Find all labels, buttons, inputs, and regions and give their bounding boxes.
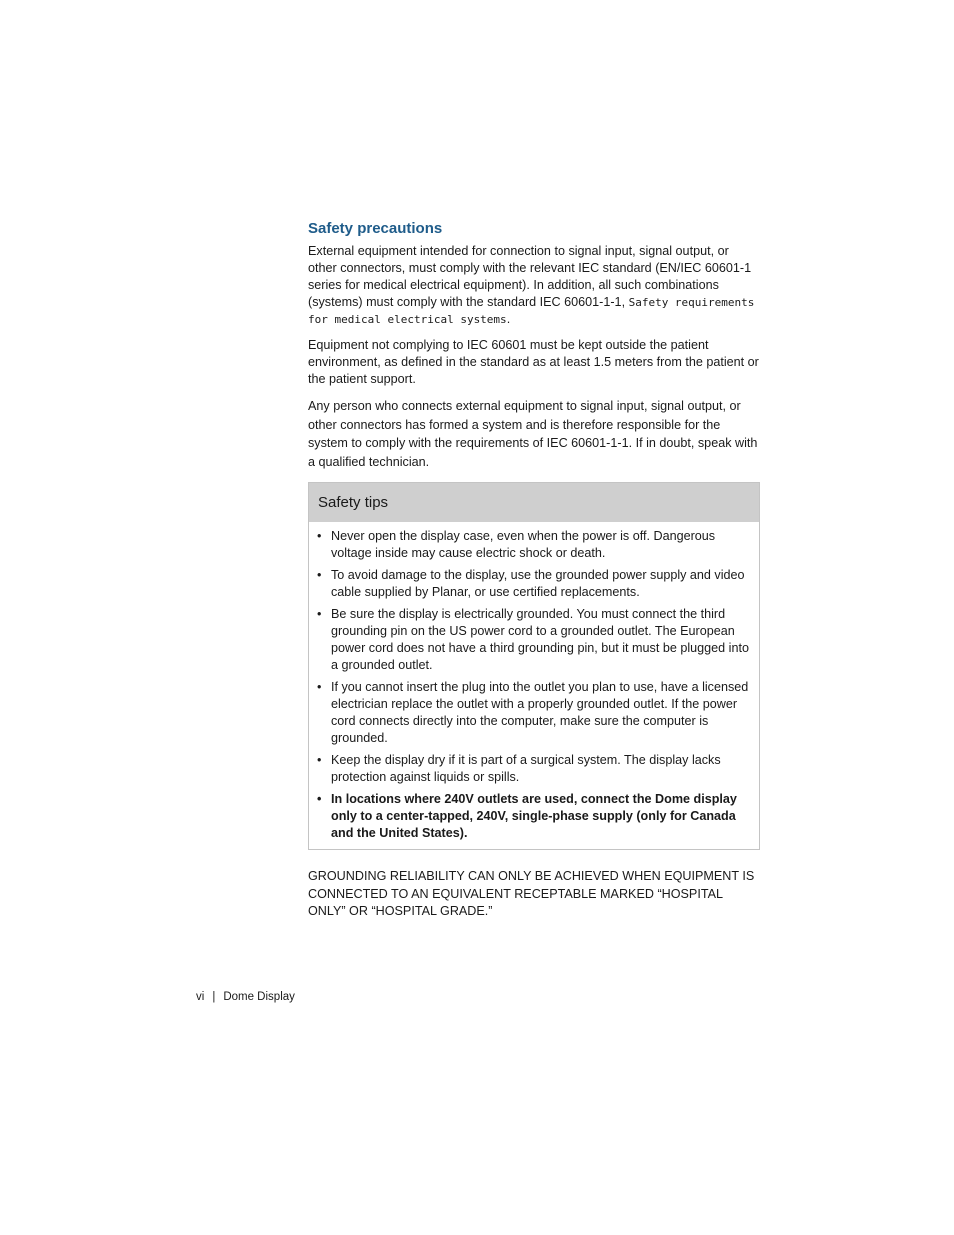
section-title: Safety precautions (308, 220, 443, 237)
paragraph-patient-environment: Equipment not complying to IEC 60601 must be kept outside the patient environment, as defined in the standard as at least 1.5 meters from the patient or the patient support. (308, 338, 759, 386)
footer-separator: | (212, 991, 216, 1003)
bullet-icon: • (317, 792, 322, 806)
safety-tips-list (309, 522, 759, 849)
bullet-icon: • (317, 568, 322, 582)
bullet-icon: • (317, 529, 322, 543)
bullet-icon: • (317, 680, 322, 694)
footer-doc-title: Dome Display (223, 991, 295, 1003)
paragraph-iec-compliance (308, 243, 760, 328)
list-item (309, 567, 759, 601)
list-item (309, 752, 759, 786)
list-item (309, 679, 759, 747)
list-item-text: Keep the display dry if it is part of a surgical system. The display lacks protection against liquids or spills. (331, 753, 721, 784)
paragraph-system-responsibility: Any person who connects external equipment to signal input, signal output, or other connectors has formed a system and is therefore responsible for the system to comply with the requirements of IEC 60601-1-1. If in doubt, speak with a qualified technician. (308, 399, 758, 469)
bullet-icon: • (317, 753, 322, 767)
paragraph-iec-compliance-text: External equipment intended for connection to signal input, signal output, or other connectors, must comply with the relevant IEC standard (EN/IEC 60601-1 series for medical electrical equipment). In addition, all such combinations (systems) must comply with the standard IEC 60601-1-1, (308, 244, 752, 309)
standard-title-reference: Safety requirements for medical electrical systems (308, 296, 755, 326)
bullet-icon: • (317, 607, 322, 621)
page-footer (196, 990, 295, 1005)
list-item (309, 606, 759, 674)
list-item-text: Never open the display case, even when the power is off. Dangerous voltage inside may cause electric shock or death. (331, 529, 716, 560)
list-item-text: Be sure the display is electrically grounded. You must connect the third grounding pin on the US power cord to a grounded outlet. The European power cord does not have a third grounding pin, but it must be plugged into a grounded outlet. (331, 607, 749, 672)
list-item-warning (309, 791, 759, 842)
list-item-text: In locations where 240V outlets are used, connect the Dome display only to a center-tapped, 240V, single-phase supply (only for Canada and the United States). (331, 792, 737, 840)
list-item (309, 528, 759, 562)
paragraph-end-period: . (506, 312, 511, 326)
safety-tips-title: Safety tips (309, 483, 759, 522)
page-number: vi (196, 991, 205, 1003)
safety-tips-box (308, 482, 760, 850)
list-item-text: To avoid damage to the display, use the grounded power supply and video cable supplied by Planar, or use certified replacements. (331, 568, 745, 599)
grounding-reliability-note: GROUNDING RELIABILITY CAN ONLY BE ACHIEVED WHEN EQUIPMENT IS CONNECTED TO AN EQUIVALENT RECEPTABLE MARKED “HOSPITAL ONLY” OR “HOSPITAL GRADE.” (308, 869, 755, 918)
list-item-text: If you cannot insert the plug into the outlet you plan to use, have a licensed electrician replace the outlet with a properly grounded outlet. If the power cord connects directly into the computer, make sure the computer is grounded. (331, 680, 749, 745)
main-content (308, 219, 760, 933)
